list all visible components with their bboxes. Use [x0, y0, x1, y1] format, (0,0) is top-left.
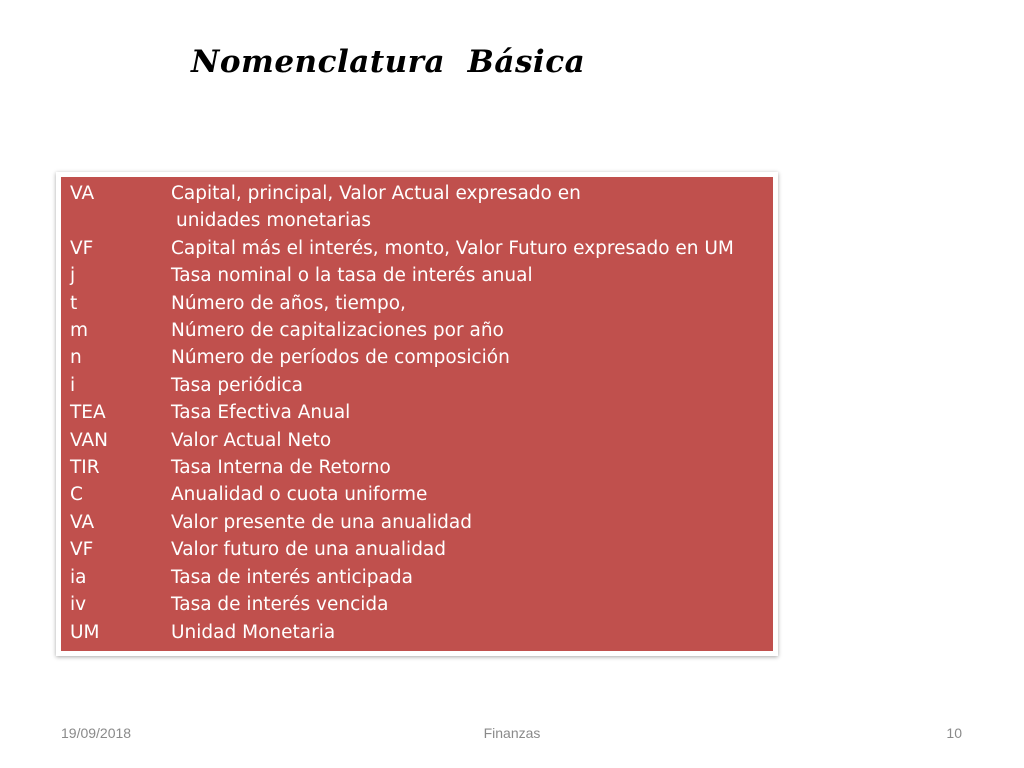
term-row — [70, 509, 767, 536]
term-desc: Valor Actual Neto — [171, 429, 332, 451]
term-desc: Tasa nominal o la tasa de interés anual — [171, 265, 533, 287]
term-abbr: iv — [70, 594, 87, 616]
term-row — [70, 344, 767, 371]
term-abbr: VF — [70, 539, 94, 561]
term-abbr: C — [70, 484, 83, 506]
term-desc: Unidad Monetaria — [171, 621, 336, 643]
term-desc: Valor presente de una anualidad — [171, 511, 472, 533]
term-desc: Tasa Efectiva Anual — [171, 402, 351, 424]
term-abbr: VA — [70, 511, 95, 533]
term-desc: Anualidad o cuota uniforme — [171, 484, 428, 506]
term-row — [70, 481, 767, 508]
term-row — [70, 619, 767, 646]
term-desc: Número de períodos de composición — [171, 347, 510, 369]
term-abbr: t — [70, 292, 78, 314]
term-desc-continuation: unidades monetarias — [176, 210, 372, 232]
term-abbr: VF — [70, 237, 94, 259]
footer-page-number: 10 — [946, 725, 962, 741]
term-abbr: n — [70, 347, 82, 369]
term-row — [70, 235, 767, 262]
term-abbr: m — [70, 320, 89, 342]
term-desc: Tasa de interés anticipada — [171, 566, 413, 588]
term-row — [70, 454, 767, 481]
term-row — [70, 290, 767, 317]
term-abbr: TIR — [70, 457, 100, 479]
term-row — [70, 564, 767, 591]
term-abbr: UM — [70, 621, 100, 643]
term-row — [70, 427, 767, 454]
term-row — [70, 372, 767, 399]
terms-list — [70, 180, 767, 646]
term-abbr: VAN — [70, 429, 108, 451]
slide-title: Nomenclatura Básica — [191, 44, 586, 80]
term-row — [70, 536, 767, 563]
term-desc: Capital más el interés, monto, Valor Futuro expresado en UM — [171, 237, 734, 259]
terms-box — [61, 177, 773, 651]
term-row — [70, 317, 767, 344]
term-desc: Capital, principal, Valor Actual expresado en — [171, 183, 581, 204]
term-abbr: j — [70, 265, 76, 287]
term-abbr: ia — [70, 566, 87, 588]
term-row — [70, 262, 767, 289]
term-abbr: i — [70, 374, 76, 396]
term-desc: Tasa de interés vencida — [171, 594, 389, 616]
term-desc: Valor futuro de una anualidad — [171, 539, 447, 561]
term-abbr: TEA — [70, 402, 106, 424]
term-row — [70, 180, 767, 207]
term-row — [70, 591, 767, 618]
term-desc: Tasa periódica — [171, 374, 304, 396]
term-desc: Número de capitalizaciones por año — [171, 320, 504, 342]
term-desc: Número de años, tiempo, — [171, 292, 406, 314]
term-abbr: VA — [70, 183, 95, 204]
term-desc: Tasa Interna de Retorno — [171, 457, 391, 479]
term-row — [70, 399, 767, 426]
footer-title: Finanzas — [483, 725, 541, 741]
footer-date: 19/09/2018 — [61, 725, 132, 741]
